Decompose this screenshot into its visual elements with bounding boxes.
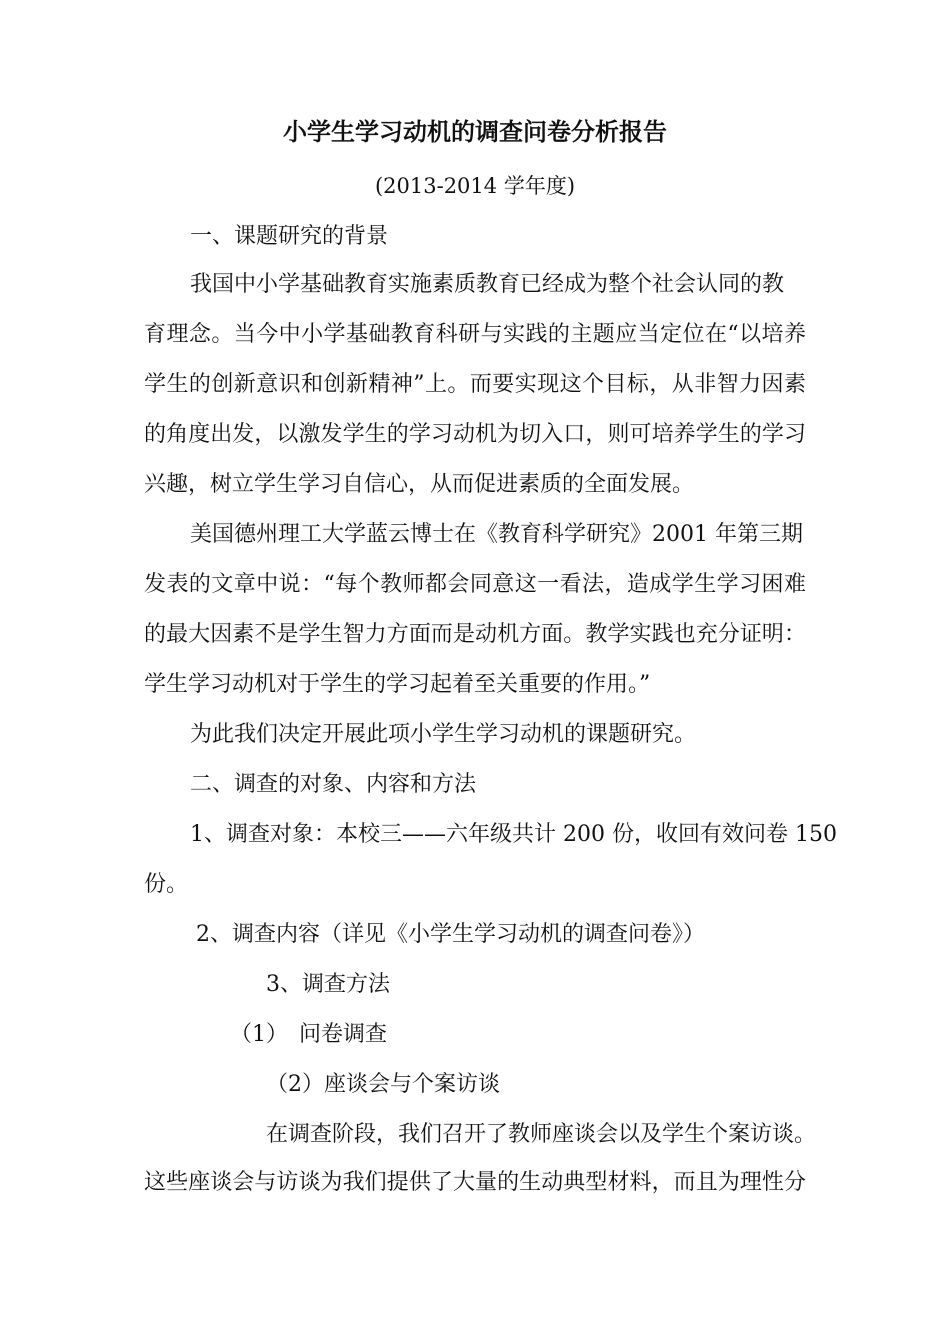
list-item-interview: （2）座谈会与个案访谈 [266, 1072, 500, 1097]
list-item-content: 2、调查内容（详见《小学生学习动机的调查问卷》） [196, 922, 705, 947]
paragraph-line: 在调查阶段，我们召开了教师座谈会以及学生个案访谈。 [266, 1122, 817, 1147]
paragraph-line: 发表的文章中说：“每个教师都会同意这一看法，造成学生学习困难 [144, 572, 806, 597]
paragraph-line: 我国中小学基础教育实施素质教育已经成为整个社会认同的教 [190, 272, 785, 297]
paragraph-line: 的最大因素不是学生智力方面而是动机方面。教学实践也充分证明： [144, 622, 806, 647]
paragraph-line: 这些座谈会与访谈为我们提供了大量的生动典型材料，而且为理性分 [144, 1170, 806, 1195]
paragraph-line: 的角度出发，以激发学生的学习动机为切入口，则可培养学生的学习 [144, 422, 806, 447]
paragraph-line: 兴趣，树立学生学习自信心，从而促进素质的全面发展。 [144, 472, 695, 497]
document-subtitle: (2013-2014 学年度) [374, 174, 576, 198]
document-title: 小学生学习动机的调查问卷分析报告 [283, 117, 667, 146]
list-item-subjects-continued: 份。 [144, 872, 189, 897]
list-item-questionnaire: （1） 问卷调查 [230, 1022, 387, 1047]
section-heading-background: 一、课题研究的背景 [190, 224, 389, 249]
paragraph-line: 美国德州理工大学蓝云博士在《教育科学研究》2001 年第三期 [190, 522, 803, 547]
paragraph-line: 学生的创新意识和创新精神”上。而要实现这个目标，从非智力因素 [144, 372, 806, 397]
list-item-method: 3、调查方法 [266, 972, 390, 997]
section-heading-methods: 二、调查的对象、内容和方法 [190, 772, 477, 797]
list-item-subjects: 1、调查对象：本校三——六年级共计 200 份，收回有效问卷 150 [190, 822, 837, 847]
paragraph-line: 学生学习动机对于学生的学习起着至关重要的作用。” [144, 672, 651, 697]
paragraph-line: 育理念。当今中小学基础教育科研与实践的主题应当定位在“以培养 [144, 322, 806, 347]
paragraph-line: 为此我们决定开展此项小学生学习动机的课题研究。 [190, 722, 697, 747]
